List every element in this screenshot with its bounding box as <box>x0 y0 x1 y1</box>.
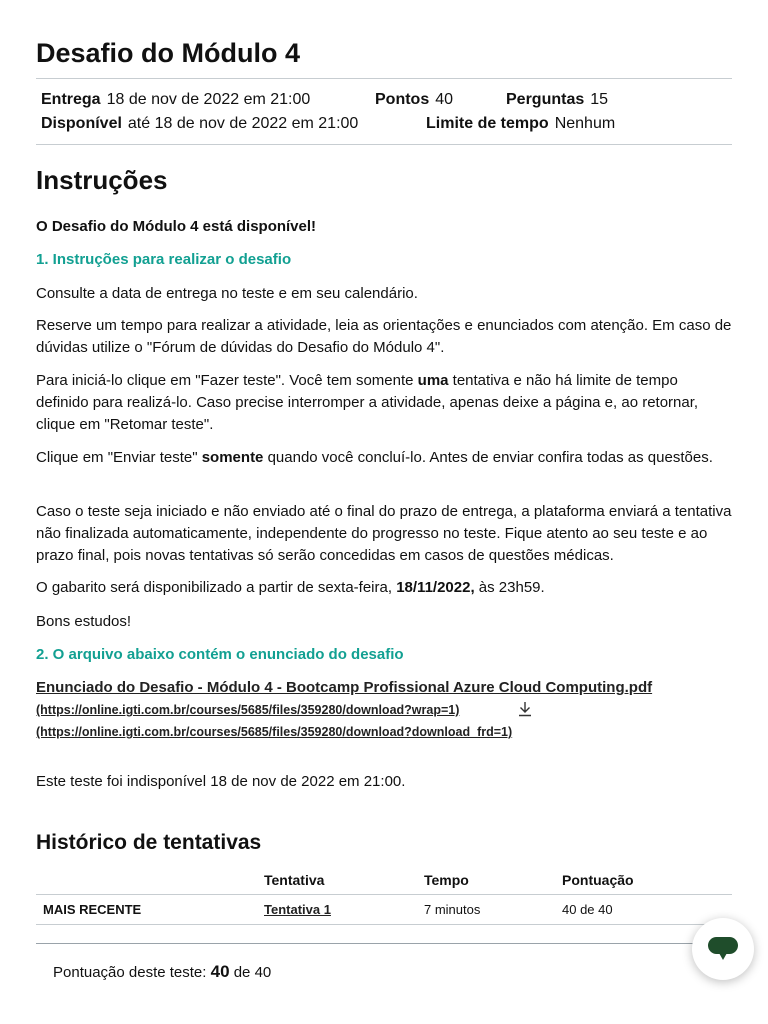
meta-value: 18 de nov de 2022 em 21:00 <box>106 91 311 108</box>
score-cell: 40 de 40 <box>562 902 613 917</box>
score-value: 40 <box>210 962 230 981</box>
score-label: Pontuação deste teste: <box>53 964 211 981</box>
meta-label: Perguntas <box>506 91 585 108</box>
paragraph-bons-estudos: Bons estudos! <box>36 613 132 630</box>
paragraph-enviar <box>36 447 732 469</box>
meta-label: Disponível <box>41 115 122 132</box>
column-header-tempo: Tempo <box>424 872 469 888</box>
history-heading: Histórico de tentativas <box>36 831 262 854</box>
meta-label: Entrega <box>41 91 101 108</box>
attempt-link[interactable]: Tentativa 1 <box>264 902 331 917</box>
meta-perguntas <box>506 90 608 110</box>
meta-value: 15 <box>590 91 609 108</box>
download-arrow-icon[interactable] <box>516 700 534 718</box>
meta-value: Nenhum <box>554 115 616 132</box>
meta-value: 40 <box>435 91 454 108</box>
meta-entrega <box>41 90 310 110</box>
meta-label: Limite de tempo <box>426 115 549 132</box>
section-2-title: 2. O arquivo abaixo contém o enunciado do desafio <box>36 646 404 663</box>
chat-button[interactable] <box>692 918 754 980</box>
instructions-intro: O Desafio do Módulo 4 está disponível! <box>36 218 317 235</box>
paragraph-gabarito <box>36 577 732 599</box>
availability-status: Este teste foi indisponível 18 de nov de 2022 em 21:00. <box>36 773 406 790</box>
text: Para iniciá-lo clique em "Fazer teste". Você tem somente <box>36 372 418 389</box>
paragraph-iniciar <box>36 370 732 436</box>
file-url-wrap-link[interactable]: (https://online.igti.com.br/courses/5685/files/359280/download?wrap=1) <box>36 703 460 717</box>
divider <box>36 78 732 79</box>
time-cell: 7 minutos <box>424 902 481 917</box>
table-header <box>36 870 732 894</box>
column-header-pontuacao: Pontuação <box>562 872 634 888</box>
text: às 23h59. <box>474 579 545 596</box>
meta-pontos <box>375 90 453 110</box>
column-header-tentativa: Tentativa <box>264 872 325 888</box>
paragraph-caso: Caso o teste seja iniciado e não enviado até o final do prazo de entrega, a plataforma enviará a tentativa não finalizada automaticamente, independente do progresso no teste. Fique atento ao seu teste e ao prazo final, pois novas tentativas só serão concedidas em casos de questões médicas. <box>36 503 732 564</box>
attempt-cell <box>264 902 331 917</box>
divider <box>36 943 732 944</box>
meta-disponivel <box>41 114 358 134</box>
emphasis: somente <box>201 449 264 466</box>
paragraph-reserve: Reserve um tempo para realizar a atividade, leia as orientações e enunciados com atenção. Em caso de dúvidas utilize o "Fórum de dúvidas do Desafio do Módulo 4". <box>36 317 732 356</box>
emphasis: 18/11/2022, <box>396 579 475 596</box>
final-score <box>53 960 271 985</box>
file-url-download-link[interactable]: (https://online.igti.com.br/courses/5685/files/359280/download?download_frd=1) <box>36 725 513 739</box>
divider <box>36 894 732 895</box>
text: O gabarito será disponibilizado a partir de sexta-feira, <box>36 579 397 596</box>
score-suffix: de 40 <box>229 964 272 981</box>
meta-value: até 18 de nov de 2022 em 21:00 <box>127 115 359 132</box>
text: quando você concluí-lo. Antes de enviar confira todas as questões. <box>263 449 713 466</box>
file-link[interactable]: Enunciado do Desafio - Módulo 4 - Bootcamp Profissional Azure Cloud Computing.pdf <box>36 679 653 696</box>
paragraph-consulte: Consulte a data de entrega no teste e em seu calendário. <box>36 285 418 302</box>
text: tentativa e não há limite de tempo definido para realizá-lo. Caso precise interromper a atividade, apenas deixe a página e, ao retornar, clique em "Retomar teste". <box>36 372 699 433</box>
chat-bubble-icon <box>707 936 739 962</box>
meta-label: Pontos <box>375 91 430 108</box>
text: Clique em "Enviar teste" <box>36 449 202 466</box>
instructions-heading: Instruções <box>36 165 168 195</box>
divider <box>36 924 732 925</box>
meta-limite-tempo <box>426 114 615 134</box>
page-title: Desafio do Módulo 4 <box>36 38 301 68</box>
divider <box>36 144 732 145</box>
section-1-title: 1. Instruções para realizar o desafio <box>36 251 292 268</box>
emphasis: uma <box>417 372 449 389</box>
table-row <box>36 896 732 924</box>
row-label: MAIS RECENTE <box>43 902 142 917</box>
